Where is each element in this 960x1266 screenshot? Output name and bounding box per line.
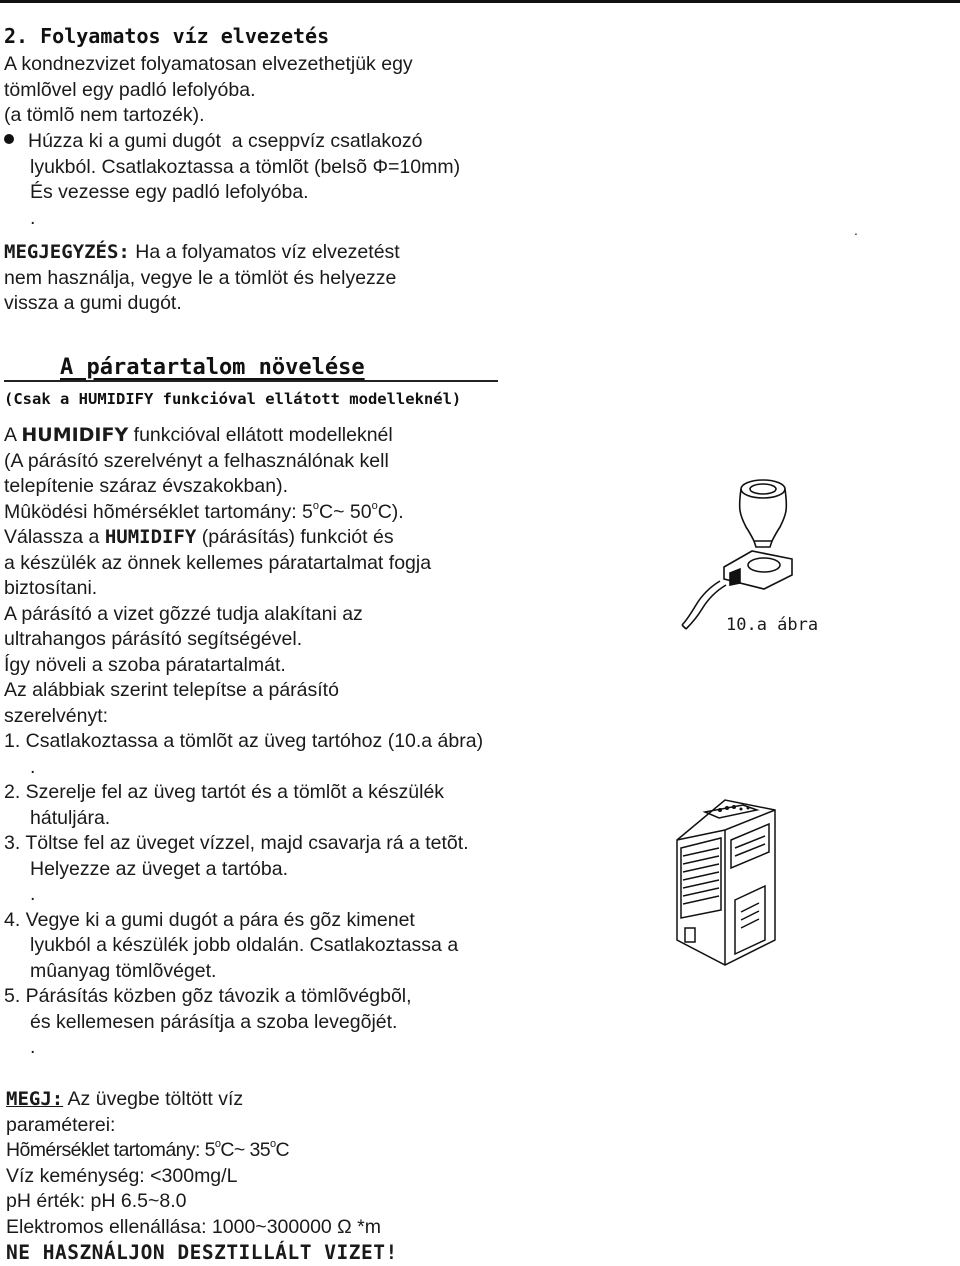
title-underline-rule	[4, 380, 498, 382]
step-line: 3. Töltse fel az üveget vízzel, majd csavarja rá a tetõt.	[4, 832, 469, 854]
step-line: 4. Vegye ki a gumi dugót a pára és gõz kimenet	[4, 908, 415, 931]
intro-line: A kondnezvizet folyamatosan elvezethetjük egy	[4, 53, 413, 75]
figure-caption: 10.a ábra	[726, 615, 819, 635]
bullet-line: És vezesse egy padló lefolyóba.	[30, 181, 309, 203]
figure-10a-bottle-holder-illustration	[680, 455, 810, 635]
ph-line: pH érték: pH 6.5~8.0	[6, 1190, 187, 1212]
body-line: Így növeli a szoba páratartalmát.	[4, 653, 286, 676]
humidify-section-title: A páratartalom növelése	[60, 355, 365, 380]
stray-dot: .	[854, 222, 858, 238]
text-span: Válassza a	[4, 526, 105, 548]
intro-line: (a tömlõ nem tartozék).	[4, 104, 205, 126]
step-line: .	[30, 1036, 36, 1058]
section2-note	[4, 240, 400, 317]
step-line: .	[30, 755, 36, 778]
step-line: lyukból a készülék jobb oldalán. Csatlakoztassa a	[30, 934, 459, 956]
step-line: 2. Szerelje fel az üveg tartót és a tömlõt a készülék	[4, 781, 445, 803]
step-line: .	[30, 883, 36, 905]
bullet-dot	[4, 134, 14, 144]
humidify-keyword: HUMIDIFY	[21, 424, 129, 446]
humidify-subtitle: (Csak a HUMIDIFY funkcióval ellátott modelleknél)	[4, 390, 462, 408]
water-hardness-line: Víz keménység: <300mg/L	[6, 1164, 238, 1187]
step-line: Helyezze az üveget a tartóba.	[30, 857, 288, 880]
text-span: A	[4, 424, 22, 446]
text-span: funkcióval ellátott modelleknél	[128, 424, 393, 446]
body-line: a készülék az önnek kellemes páratartalmat fogja	[4, 551, 432, 574]
body-line: (A párásító szerelvényt a felhasználónak kell	[4, 449, 389, 472]
section2-intro	[4, 52, 413, 129]
note-line: vissza a gumi dugót.	[4, 292, 182, 314]
humidify-body	[4, 423, 483, 1061]
water-temperature-line: Hõmérséklet tartomány: 5$^o$C~ 35$^o$C	[6, 1138, 289, 1161]
step-line: 5. Párásítás közben gõz távozik a tömlõvégbõl,	[4, 985, 412, 1007]
body-line: 1. Csatlakoztassa a tömlõt az üveg tartóhoz (10.a ábra)	[4, 730, 484, 752]
note-text: Ha a folyamatos víz elvezetést	[129, 241, 400, 263]
bullet-line: .	[30, 206, 36, 229]
note-line: nem használja, vegye le a tömlöt és helyezze	[4, 266, 397, 289]
body-line: Az alábbiak szerint telepítse a párásító	[4, 679, 339, 701]
bullet-line: Húzza ki a gumi dugót a cseppvíz csatlakozó	[28, 130, 423, 152]
humidify-keyword: HUMIDIFY	[104, 526, 197, 548]
section2-bullet	[4, 129, 460, 231]
section-title-continuous-drain: 2. Folyamatos víz elvezetés	[4, 24, 330, 48]
water-parameters-note	[6, 1087, 398, 1266]
body-line: ultrahangos párásító segítségével.	[4, 628, 303, 650]
bullet-line: lyukból. Csatlakoztassa a tömlõt (belsõ Φ=10mm)	[30, 155, 461, 178]
install-steps	[4, 755, 483, 1061]
body-line: szerelvényt:	[4, 704, 109, 727]
note-label: MEGJEGYZÉS:	[4, 241, 130, 263]
step-line: mûanyag tömlõvéget.	[30, 959, 217, 982]
body-line: A párásító a vizet gõzzé tudja alakítani az	[4, 602, 363, 625]
step-line: hátuljára.	[30, 806, 111, 829]
megj-label: MEGJ:	[6, 1088, 64, 1110]
note-line: paraméterei:	[6, 1113, 116, 1136]
top-rule	[0, 0, 960, 3]
intro-line: tömlõvel egy padló lefolyóba.	[4, 78, 256, 101]
distilled-water-warning: NE HASZNÁLJON DESZTILLÁLT VIZET!	[6, 1241, 398, 1264]
step-line: és kellemesen párásítja a szoba levegõjét.	[30, 1010, 398, 1033]
body-lines	[4, 551, 483, 755]
text-span: (párásítás) funkciót és	[196, 526, 394, 548]
body-line: telepítenie száraz évszakokban).	[4, 475, 288, 497]
body-line: biztosítani.	[4, 577, 98, 599]
resistance-line: Elektromos ellenállása: 1000~300000 Ω *m	[6, 1215, 382, 1238]
operating-temperature-line: Mûködési hõmérséklet tartomány: 5$^o$C~ 50$^o$C).	[4, 499, 404, 523]
dehumidifier-unit-illustration	[665, 790, 795, 970]
text-span: Az üvegbe töltött víz	[63, 1088, 244, 1110]
